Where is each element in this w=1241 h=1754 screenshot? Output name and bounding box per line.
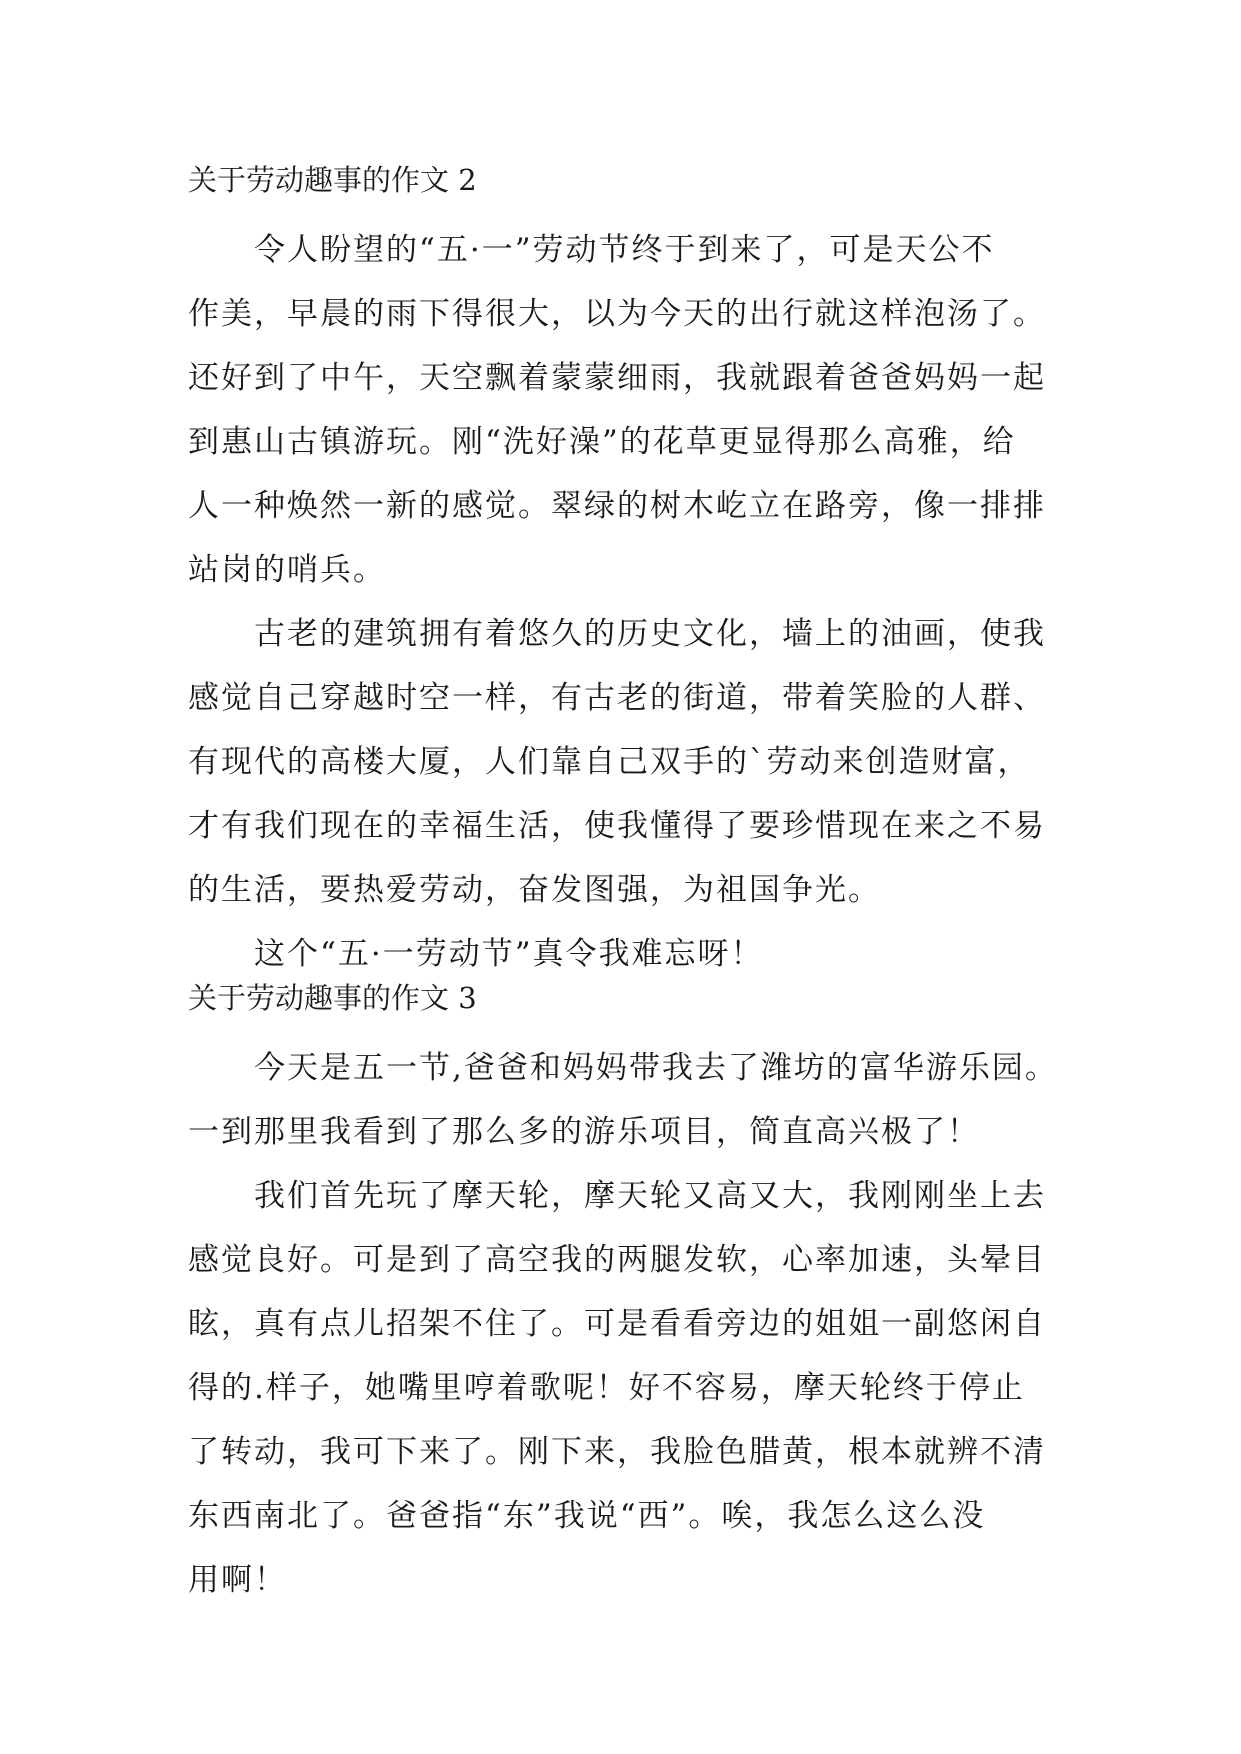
text-line: 作美，早晨的雨下得很大，以为今天的出行就这样泡汤了。 bbox=[188, 296, 1046, 332]
text-line: 还好到了中午，天空飘着蒙蒙细雨，我就跟着爸爸妈妈一起 bbox=[188, 360, 1046, 396]
essay-section-3 bbox=[188, 978, 1068, 1612]
paragraph bbox=[188, 1036, 1068, 1164]
paragraph bbox=[188, 922, 1068, 986]
essay-section-2 bbox=[188, 160, 1068, 986]
section-body bbox=[188, 1036, 1068, 1612]
paragraph bbox=[188, 218, 1068, 602]
text-line: 有现代的高楼大厦，人们靠自己双手的`劳动来创造财富， bbox=[188, 744, 1031, 780]
text-line: 到惠山古镇游玩。刚“洗好澡”的花草更显得那么高雅，给 bbox=[188, 424, 1016, 460]
text-line: 人一种焕然一新的感觉。翠绿的树木屹立在路旁，像一排排 bbox=[188, 488, 1046, 524]
paragraph bbox=[188, 1164, 1068, 1612]
text-line: 一到那里我看到了那么多的游乐项目，简直高兴极了！ bbox=[188, 1114, 980, 1150]
text-line: 了转动，我可下来了。刚下来，我脸色腊黄，根本就辨不清 bbox=[188, 1434, 1046, 1470]
section-heading: 关于劳动趣事的作文 2 bbox=[188, 163, 477, 197]
text-line: 古老的建筑拥有着悠久的历史文化，墙上的油画，使我 bbox=[254, 616, 1046, 652]
paragraph bbox=[188, 602, 1068, 922]
text-line: 感觉良好。可是到了高空我的两腿发软，心率加速，头晕目 bbox=[188, 1242, 1046, 1278]
text-line: 这个“五·一劳动节”真令我难忘呀！ bbox=[254, 936, 764, 972]
section-heading: 关于劳动趣事的作文 3 bbox=[188, 981, 477, 1015]
text-line: 得的.样子，她嘴里哼着歌呢！好不容易，摩天轮终于停止 bbox=[188, 1370, 1025, 1406]
text-line: 的生活，要热爱劳动，奋发图强，为祖国争光。 bbox=[188, 872, 881, 908]
text-line: 才有我们现在的幸福生活，使我懂得了要珍惜现在来之不易 bbox=[188, 808, 1046, 844]
text-line: 站岗的哨兵。 bbox=[188, 552, 386, 588]
text-line: 眩，真有点儿招架不住了。可是看看旁边的姐姐一副悠闲自 bbox=[188, 1306, 1046, 1342]
text-line: 东西南北了。爸爸指“东”我说“西”。唉，我怎么这么没 bbox=[188, 1498, 986, 1534]
text-line: 我们首先玩了摩天轮，摩天轮又高又大，我刚刚坐上去 bbox=[254, 1178, 1046, 1214]
text-line: 令人盼望的“五·一”劳动节终于到来了，可是天公不 bbox=[254, 232, 995, 268]
section-body bbox=[188, 218, 1068, 986]
text-line: 感觉自己穿越时空一样，有古老的街道，带着笑脸的人群、 bbox=[188, 680, 1046, 716]
text-line: 今天是五一节,爸爸和妈妈带我去了潍坊的富华游乐园。 bbox=[254, 1050, 1058, 1086]
text-line: 用啊！ bbox=[188, 1562, 287, 1598]
